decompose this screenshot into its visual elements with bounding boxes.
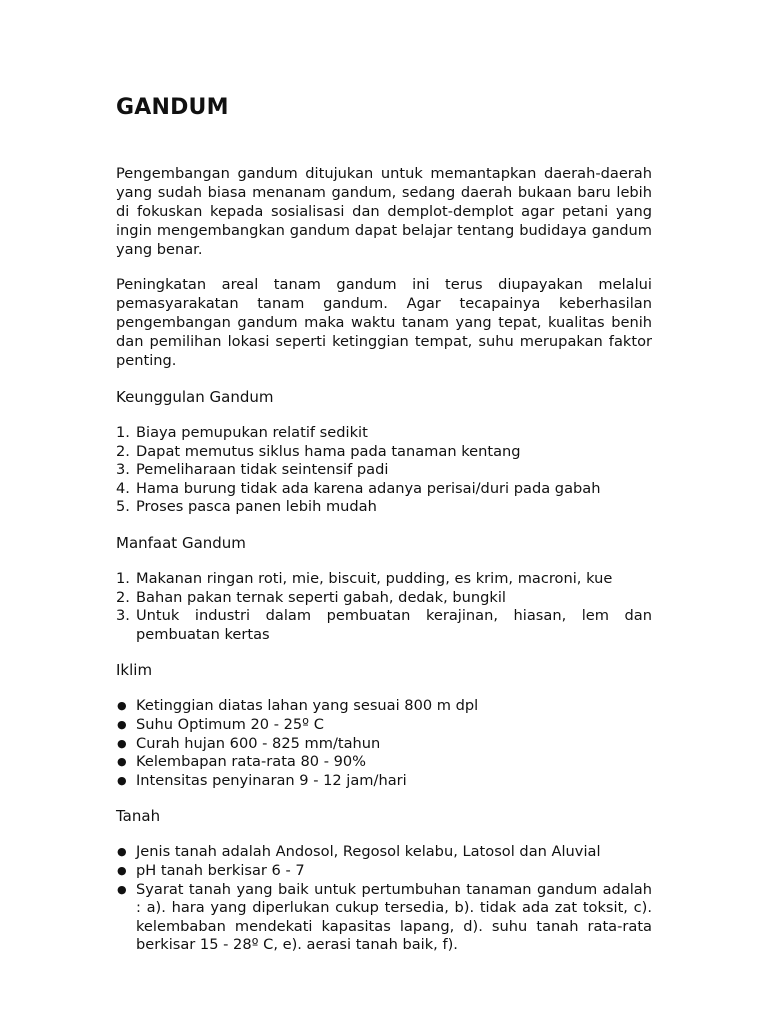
bullet-icon: ● xyxy=(117,773,127,787)
bullet-icon: ● xyxy=(117,717,127,731)
list-marker: 4. xyxy=(116,479,130,497)
keunggulan-list xyxy=(116,424,652,517)
list-item xyxy=(116,607,652,644)
list-item-text: Makanan ringan roti, mie, biscuit, pudding, es krim, macroni, kue xyxy=(136,569,613,587)
document-title: GANDUM xyxy=(116,95,229,120)
list-item-text: Kelembapan rata-rata 80 - 90% xyxy=(136,753,367,771)
section-heading-manfaat: Manfaat Gandum xyxy=(116,533,246,552)
bullet-icon: ● xyxy=(117,699,127,713)
document-page xyxy=(116,94,652,971)
list-item xyxy=(116,589,652,608)
list-item xyxy=(116,424,652,443)
manfaat-list xyxy=(116,570,652,644)
list-marker: 1. xyxy=(116,569,130,587)
list-marker: 3. xyxy=(116,607,130,625)
section-heading-keunggulan: Keunggulan Gandum xyxy=(116,388,274,406)
bullet-icon: ● xyxy=(117,882,127,896)
list-item-text: Pemeliharaan tidak seintensif padi xyxy=(136,461,389,479)
list-marker: 3. xyxy=(116,461,130,479)
list-item-text: Intensitas penyinaran 9 - 12 jam/hari xyxy=(136,771,407,789)
list-item xyxy=(116,570,652,589)
bullet-icon: ● xyxy=(117,845,127,859)
list-item-text: Dapat memutus siklus hama pada tanaman kentang xyxy=(136,442,521,460)
list-item xyxy=(116,716,652,735)
intro-paragraph-1: Pengembangan gandum ditujukan untuk memantapkan daerah-daerah yang sudah biasa menanam gandum, sedang daerah bukaan baru lebih di fokuskan kepada sosialisasi dan demplot-demplot agar petani yang ingin mengembangkan gandum dapat belajar tentang budidaya gandum yang benar. xyxy=(116,165,652,258)
list-item-text: Syarat tanah yang baik untuk pertumbuhan tanaman gandum adalah : a). hara yang diperlukan cukup tersedia, b). tidak ada zat toksit, c). kelembaban mendekati kapasitas lapang, d). suhu tanah rata-rata berkisar 15 - 28º C, e). aerasi tanah baik, f). xyxy=(136,880,652,954)
list-item-text: Suhu Optimum 20 - 25º C xyxy=(136,715,324,733)
list-item xyxy=(116,443,652,462)
list-item-text: Ketinggian diatas lahan yang sesuai 800 m dpl xyxy=(136,697,479,715)
list-item-text: Hama burung tidak ada karena adanya perisai/duri pada gabah xyxy=(136,479,601,497)
bullet-icon: ● xyxy=(117,755,127,769)
list-marker: 1. xyxy=(116,424,130,441)
list-item xyxy=(116,498,652,517)
list-item xyxy=(116,843,652,862)
list-item xyxy=(116,480,652,499)
list-marker: 2. xyxy=(116,588,130,606)
list-item xyxy=(116,735,652,754)
list-marker: 5. xyxy=(116,498,130,516)
section-heading-iklim: Iklim xyxy=(116,661,153,680)
list-item-text: pH tanah berkisar 6 - 7 xyxy=(136,861,305,879)
list-item xyxy=(116,881,652,955)
list-marker: 2. xyxy=(116,442,130,460)
list-item-text: Untuk industri dalam pembuatan kerajinan, hiasan, lem dan pembuatan kertas xyxy=(136,607,652,643)
bullet-icon: ● xyxy=(117,863,127,877)
list-item xyxy=(116,697,652,716)
list-item xyxy=(116,461,652,480)
list-item-text: Biaya pemupukan relatif sedikit xyxy=(136,424,368,441)
bullet-icon: ● xyxy=(117,736,127,750)
list-item-text: Jenis tanah adalah Andosol, Regosol kelabu, Latosol dan Aluvial xyxy=(136,843,601,861)
list-item xyxy=(116,862,652,881)
list-item-text: Bahan pakan ternak seperti gabah, dedak, bungkil xyxy=(136,588,506,606)
list-item-text: Curah hujan 600 - 825 mm/tahun xyxy=(136,734,381,752)
tanah-list xyxy=(116,843,652,955)
section-heading-tanah: Tanah xyxy=(116,807,161,826)
list-item xyxy=(116,772,652,791)
list-item xyxy=(116,753,652,772)
intro-paragraph-2: Peningkatan areal tanam gandum ini terus diupayakan melalui pemasyarakatan tanam gandum. Agar tecapainya keberhasilan pengembangan gandum maka waktu tanam yang tepat, kualitas benih dan pemilihan lokasi seperti ketinggian tempat, suhu merupakan faktor penting. xyxy=(116,276,652,369)
iklim-list xyxy=(116,697,652,790)
list-item-text: Proses pasca panen lebih mudah xyxy=(136,498,377,516)
